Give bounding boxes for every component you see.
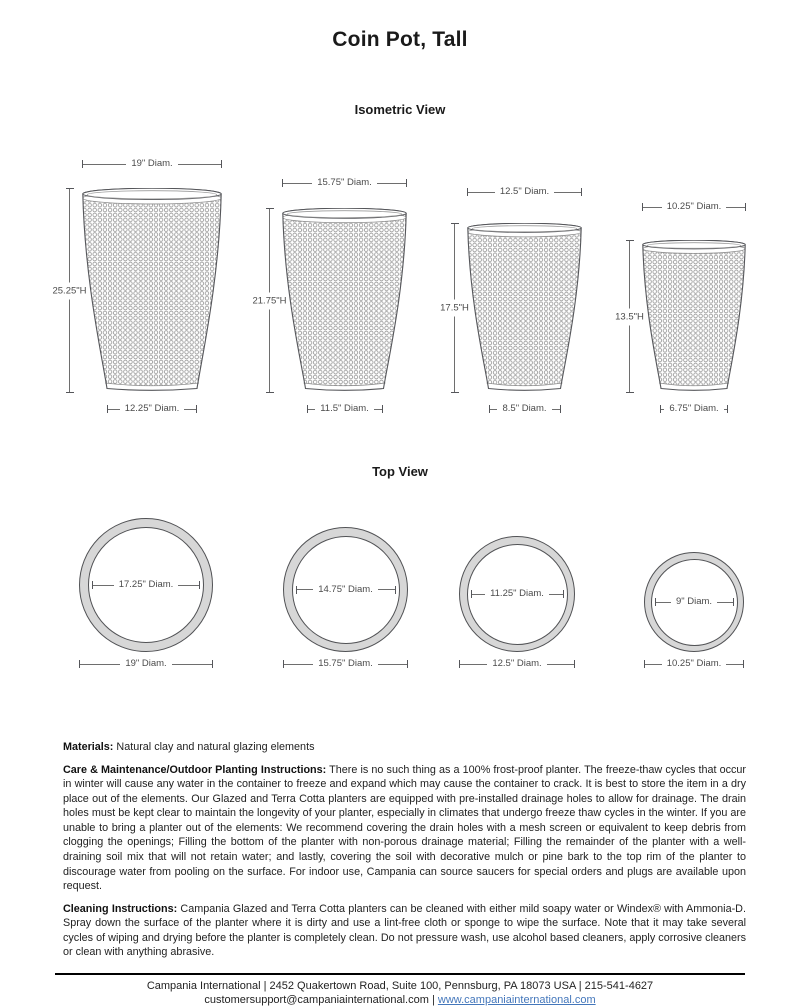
top-diameter-label: 19" Diam. — [131, 158, 173, 170]
inner-diameter-dimension — [92, 579, 200, 591]
height-label: 25.25"H — [51, 282, 87, 299]
care-paragraph — [63, 763, 746, 894]
footer — [0, 979, 800, 1007]
pot-figure-2 — [252, 177, 407, 415]
outer-diameter-dimension — [644, 658, 744, 670]
pot-figure-4 — [615, 201, 746, 415]
ring-drawing — [459, 536, 575, 652]
pot-drawing — [252, 208, 407, 393]
ring-drawing — [79, 518, 213, 652]
height-dimension — [52, 188, 87, 393]
materials-label: Materials: — [63, 741, 114, 753]
materials-text: Natural clay and natural glazing elements — [113, 741, 315, 753]
inner-diameter-dimension — [296, 584, 396, 596]
top-view-figure-3 — [459, 536, 575, 670]
top-diameter-label: 10.25" Diam. — [666, 201, 722, 213]
page-title: Coin Pot, Tall — [332, 28, 468, 51]
ring-drawing — [644, 552, 744, 652]
top-view-heading: Top View — [372, 464, 428, 479]
top-diameter-dimension — [642, 201, 746, 213]
materials-paragraph — [63, 740, 746, 755]
bottom-diameter-label: 11.5" Diam. — [320, 403, 369, 415]
pot-drawing — [52, 188, 222, 393]
isometric-view-row — [0, 158, 800, 415]
inner-diameter-dimension — [471, 588, 564, 600]
top-diameter-label: 12.5" Diam. — [499, 186, 550, 198]
bottom-diameter-dimension — [489, 403, 561, 415]
care-label: Care & Maintenance/Outdoor Planting Instructions: — [63, 763, 327, 776]
ring-drawing — [283, 527, 408, 652]
height-label: 21.75"H — [251, 292, 287, 309]
top-diameter-label: 15.75" Diam. — [317, 177, 372, 189]
inner-diameter-label: 14.75" Diam. — [318, 583, 373, 595]
outer-diameter-dimension — [459, 658, 575, 670]
footer-contact-line — [0, 993, 800, 1007]
bottom-diameter-label: 6.75" Diam. — [669, 403, 719, 415]
cleaning-paragraph — [63, 902, 746, 960]
top-diameter-dimension — [282, 177, 407, 189]
inner-diameter-label: 11.25" Diam. — [490, 588, 544, 600]
bottom-diameter-dimension — [660, 403, 728, 415]
footer-website-link[interactable]: www.campaniainternational.com — [437, 994, 596, 1007]
inner-diameter-dimension — [655, 596, 734, 608]
inner-diameter-label: 9" Diam. — [675, 596, 713, 608]
top-view-row — [0, 518, 800, 670]
footer-divider — [55, 973, 745, 975]
height-label: 17.5"H — [439, 300, 470, 317]
footer-email: customersupport@campaniainternational.com — [204, 994, 429, 1007]
isometric-view-heading: Isometric View — [354, 102, 446, 117]
pot-figure-3 — [440, 186, 582, 415]
outer-diameter-label: 15.75" Diam. — [318, 658, 373, 670]
bottom-diameter-label: 12.25" Diam. — [124, 403, 180, 415]
outer-diameter-label: 12.5" Diam. — [492, 658, 542, 670]
cleaning-text: Campania Glazed and Terra Cotta planters can be cleaned with either mild soapy water or Windex® with Ammonia-D. Spray down the surface of the planter where it is dirty and use a lint-free cloth or sponge to wipe the surface. Note that it may take several cycles of wiping and drying before the planter is completely clean. Do not pressure wash, use alcohol based cleaners, apply corrosive cleaners or clean with anything abrasive. — [63, 902, 746, 959]
info-text-block — [63, 740, 746, 960]
bottom-diameter-dimension — [307, 403, 383, 415]
top-view-figure-1 — [79, 518, 213, 670]
outer-diameter-dimension — [79, 658, 213, 670]
top-diameter-dimension — [82, 158, 222, 170]
footer-separator: | — [428, 994, 438, 1007]
bottom-diameter-dimension — [107, 403, 197, 415]
top-diameter-dimension — [467, 186, 582, 198]
cleaning-label: Cleaning Instructions: — [63, 902, 178, 915]
pot-drawing — [440, 223, 582, 393]
top-view-figure-4 — [644, 552, 744, 670]
height-dimension — [615, 240, 644, 393]
pot-drawing — [615, 240, 746, 393]
bottom-diameter-label: 8.5" Diam. — [502, 403, 547, 415]
pot-figure-1 — [52, 158, 222, 415]
outer-diameter-dimension — [283, 658, 408, 670]
care-text: There is no such thing as a 100% frost-proof planter. The freeze-thaw cycles that occur in winter will cause any water in the container to freeze and expand which may cause the container to crack. It is best to store the item in a dry place out of the elements. Our Glazed and Terra Cotta planters are equipped with pre-installed drainage holes to allow for drainage. The drain holes must be kept clear to maintain the longevity of your planter, especially in climates that undergo freeze thaw cycles in the winter. If you are unable to bring a planter out of the elements: We recommend covering the drain holes with a mesh screen or equivalent to keep debris from clogging the openings; Filling the bottom of the planter with non-porous drainage material; Filling the remainder of the planter with a well-draining soil mix that will not retain water; and lastly, covering the soil with decorative mulch or pine bark to the top rim of the planter to discourage water from pooling on the surface. For indoor use, Campania can source saucers for special orders and plugs are available upon request. — [63, 763, 746, 893]
outer-diameter-label: 10.25" Diam. — [666, 658, 722, 670]
footer-address-line: Campania International | 2452 Quakertown Road, Suite 100, Pennsburg, PA 18073 USA | 215-541-4627 — [146, 979, 654, 992]
height-dimension — [252, 208, 287, 393]
height-dimension — [440, 223, 469, 393]
inner-diameter-label: 17.25" Diam. — [118, 579, 174, 591]
outer-diameter-label: 19" Diam. — [125, 658, 167, 670]
top-view-figure-2 — [283, 527, 408, 670]
height-label: 13.5"H — [614, 308, 645, 325]
